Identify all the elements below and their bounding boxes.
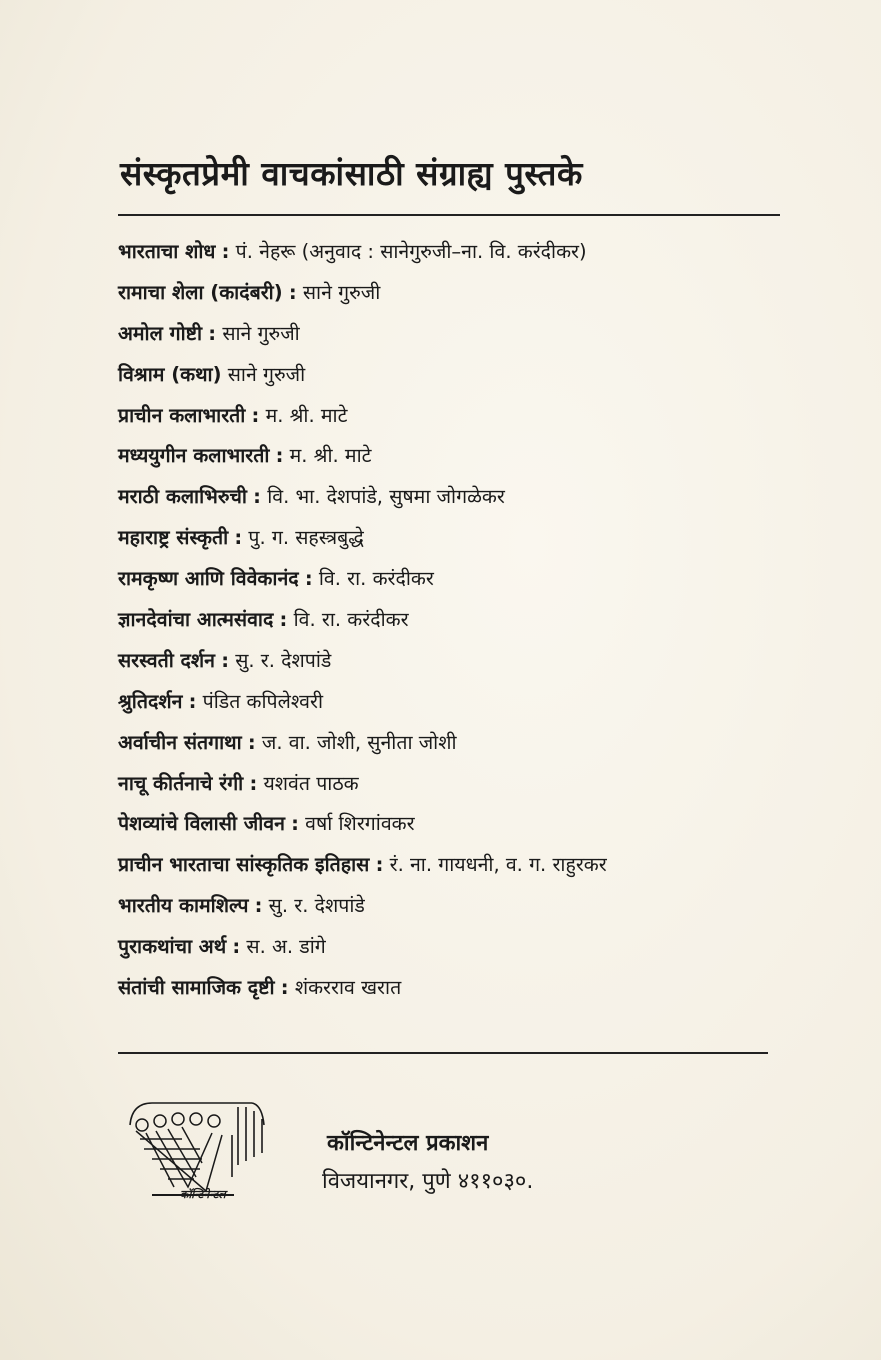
book-author: रं. ना. गायधनी, व. ग. राहुरकर — [389, 853, 607, 877]
book-title: ज्ञानदेवांचा आत्मसंवाद — [118, 608, 274, 632]
separator: : — [188, 689, 197, 713]
list-item — [118, 682, 818, 723]
top-divider — [118, 214, 780, 216]
book-title: सरस्वती दर्शन — [118, 648, 215, 672]
separator: : — [279, 608, 288, 632]
list-item — [118, 845, 818, 886]
list-item — [118, 600, 818, 641]
separator: : — [208, 321, 217, 345]
list-item — [118, 477, 818, 518]
list-item — [118, 559, 818, 600]
separator: : — [249, 771, 258, 795]
book-author: म. श्री. माटे — [289, 444, 372, 468]
book-title: भारतीय कामशिल्प — [118, 894, 249, 918]
book-title: श्रुतिदर्शन — [118, 689, 183, 713]
book-author: वि. रा. करंदीकर — [293, 608, 409, 632]
publisher-address: विजयानगर, पुणे ४११०३०. — [322, 1169, 534, 1194]
book-title: अमोल गोष्टी — [118, 321, 203, 345]
book-author: सु. र. देशपांडे — [235, 648, 332, 672]
book-title: संतांची सामाजिक दृष्टी — [118, 976, 275, 1000]
book-list — [118, 232, 818, 1009]
book-title: अर्वाचीन संतगाथा — [118, 730, 242, 754]
logo-caption: कॉन्टिनेन्टल — [180, 1188, 226, 1201]
book-title: विश्राम (कथा) — [118, 362, 222, 386]
book-title: प्राचीन कलाभारती — [118, 403, 246, 427]
book-author: साने गुरुजी — [222, 321, 300, 345]
book-author: सु. र. देशपांडे — [268, 894, 365, 918]
separator: : — [254, 894, 263, 918]
separator: : — [247, 730, 256, 754]
page-title: संस्कृतप्रेमी वाचकांसाठी संग्राह्य पुस्तके — [120, 154, 583, 193]
book-title: भारताचा शोध — [118, 240, 216, 263]
list-item — [118, 518, 818, 559]
book-author: पंडित कपिलेश्वरी — [202, 689, 323, 713]
separator: : — [288, 280, 297, 304]
book-author: स. अ. डांगे — [246, 935, 326, 959]
list-item — [118, 641, 818, 682]
book-author: साने गुरुजी — [227, 362, 306, 386]
list-item — [118, 764, 818, 805]
separator: : — [375, 853, 384, 877]
list-item — [118, 355, 818, 396]
book-author: यशवंत पाठक — [263, 771, 359, 795]
separator: : — [221, 240, 230, 263]
book-author: शंकरराव खरात — [294, 976, 402, 1000]
separator: : — [304, 567, 313, 591]
book-title: नाचू कीर्तनाचे रंगी — [118, 771, 244, 795]
list-item — [118, 232, 818, 273]
bottom-divider — [118, 1052, 768, 1054]
book-title: पेशव्यांचे विलासी जीवन — [118, 812, 285, 836]
separator: : — [221, 648, 229, 672]
book-author: पु. ग. सहस्त्रबुद्धे — [248, 526, 364, 550]
separator: : — [251, 403, 260, 427]
list-item — [118, 927, 818, 968]
separator: : — [234, 526, 243, 550]
book-title: प्राचीन भारताचा सांस्कृतिक इतिहास — [118, 853, 370, 877]
list-item — [118, 396, 818, 437]
book-author: वर्षा शिरगांवकर — [305, 812, 415, 836]
book-title: पुराकथांचा अर्थ — [118, 935, 227, 959]
book-title: रामकृष्ण आणि विवेकानंद — [118, 567, 299, 591]
list-item — [118, 314, 818, 355]
book-title: रामाचा शेला (कादंबरी) — [118, 280, 283, 304]
book-author: ज. वा. जोशी, सुनीता जोशी — [261, 730, 457, 754]
book-title: मध्ययुगीन कलाभारती — [118, 444, 270, 468]
list-item — [118, 968, 818, 1009]
list-item — [118, 436, 818, 477]
separator: : — [280, 976, 289, 1000]
book-author: साने गुरुजी — [302, 280, 381, 304]
book-title: महाराष्ट्र संस्कृती — [118, 526, 229, 550]
publisher-name: कॉन्टिनेन्टल प्रकाशन — [327, 1131, 489, 1156]
book-author: पं. नेहरू (अनुवाद : सानेगुरुजी–ना. वि. करंदीकर) — [235, 240, 587, 263]
list-item — [118, 723, 818, 764]
separator: : — [232, 935, 241, 959]
book-author: वि. रा. करंदीकर — [318, 567, 434, 591]
book-title: मराठी कलाभिरुची — [118, 485, 247, 509]
book-author: म. श्री. माटे — [265, 403, 348, 427]
separator: : — [275, 444, 284, 468]
separator: : — [253, 485, 261, 509]
list-item — [118, 804, 818, 845]
book-author: वि. भा. देशपांडे, सुषमा जोगळेकर — [267, 485, 505, 509]
list-item — [118, 886, 818, 927]
separator: : — [291, 812, 299, 836]
list-item — [118, 273, 818, 314]
